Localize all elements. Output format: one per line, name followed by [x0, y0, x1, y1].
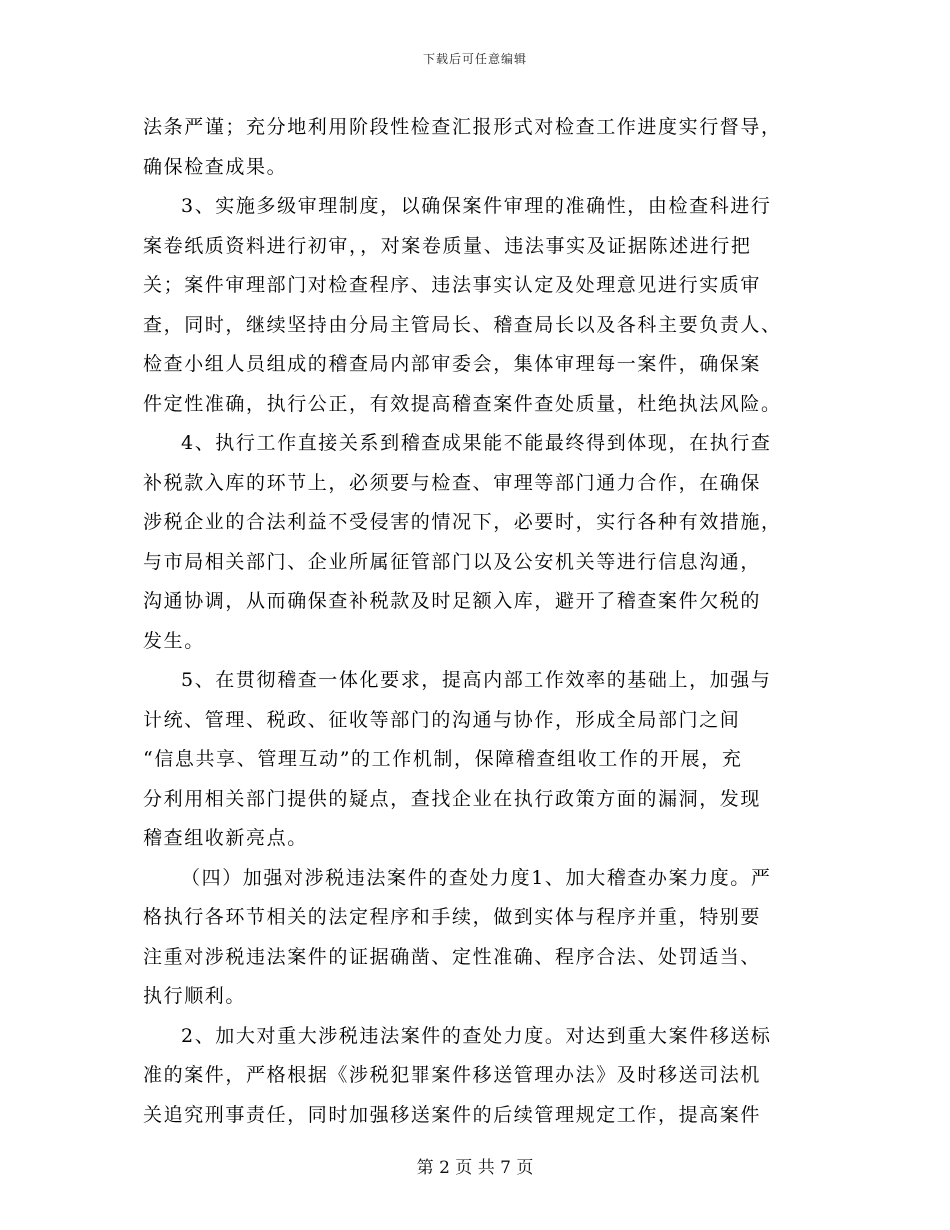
- text-line: 案卷纸质资料进行初审，，对案卷质量、违法事实及证据陈述进行把: [143, 234, 752, 257]
- text-line: 格执行各环节相关的法定程序和手续，做到实体与程序并重，特别要: [143, 906, 762, 928]
- text-line: 5、在贯彻稽查一体化要求，提高内部工作效率的基础上，加强与: [181, 669, 772, 691]
- text-line: 3、实施多级审理制度，以确保案件审理的准确性，由检查科进行: [181, 195, 772, 217]
- text-line: 与市局相关部门、企业所属征管部门以及公安机关等进行信息沟通，: [143, 550, 762, 573]
- text-line: 计统、管理、税政、征收等部门的沟通与协作，形成全局部门之间: [143, 708, 741, 731]
- text-line: 发生。: [143, 629, 205, 652]
- text-line: （四）加强对涉税违法案件的查处力度1、加大稽查办案力度。严: [181, 866, 772, 889]
- text-line: 稽查组收新亮点。: [143, 827, 308, 849]
- page-header: 下载后可任意编辑: [422, 52, 527, 66]
- page-number-footer: 第 2 页 共 7 页: [416, 1158, 534, 1178]
- text-line: 准的案件，严格根据《涉税犯罪案件移送管理办法》及时移送司法机: [143, 1064, 762, 1086]
- text-line: 涉税企业的合法利益不受侵害的情况下，必要时，实行各种有效措施，: [143, 511, 782, 533]
- text-line: 分利用相关部门提供的疑点，查找企业在执行政策方面的漏洞，发现: [143, 787, 762, 810]
- text-line: 查，同时，继续坚持由分局主管局长、稽查局长以及各科主要负责人、: [143, 313, 782, 336]
- text-line: 法条严谨；充分地利用阶段性检查汇报形式对检查工作进度实行督导，: [143, 116, 782, 138]
- text-line: 2、加大对重大涉税违法案件的查处力度。对达到重大案件移送标: [181, 1024, 772, 1047]
- text-line: 4、执行工作直接关系到稽查成果能不能最终得到体现，在执行查: [181, 432, 772, 454]
- text-line: 沟通协调，从而确保查补税款及时足额入库，避开了稽查案件欠税的: [143, 590, 762, 612]
- text-line: 关；案件审理部门对检查程序、违法事实认定及处理意见进行实质审: [143, 274, 762, 296]
- document-body: [143, 108, 815, 1135]
- text-line: 执行顺利。: [143, 985, 247, 1007]
- text-line: 检查小组人员组成的稽查局内部审委会，集体审理每一案件，确保案: [143, 353, 762, 375]
- text-line: “信息共享、管理互动”的工作机制，保障稽查组收工作的开展，充: [143, 748, 743, 770]
- text-line: 确保检查成果。: [143, 155, 288, 178]
- text-line: 关追究刑事责任，同时加强移送案件的后续管理规定工作，提高案件: [143, 1103, 762, 1126]
- text-line: 件定性准确，执行公正，有效提高稽查案件查处质量，杜绝执法风险。: [143, 392, 782, 415]
- text-line: 补税款入库的环节上，必须要与检查、审理等部门通力合作，在确保: [143, 471, 762, 494]
- text-line: 注重对涉税违法案件的证据确凿、定性准确、程序合法、处罚适当、: [143, 945, 762, 968]
